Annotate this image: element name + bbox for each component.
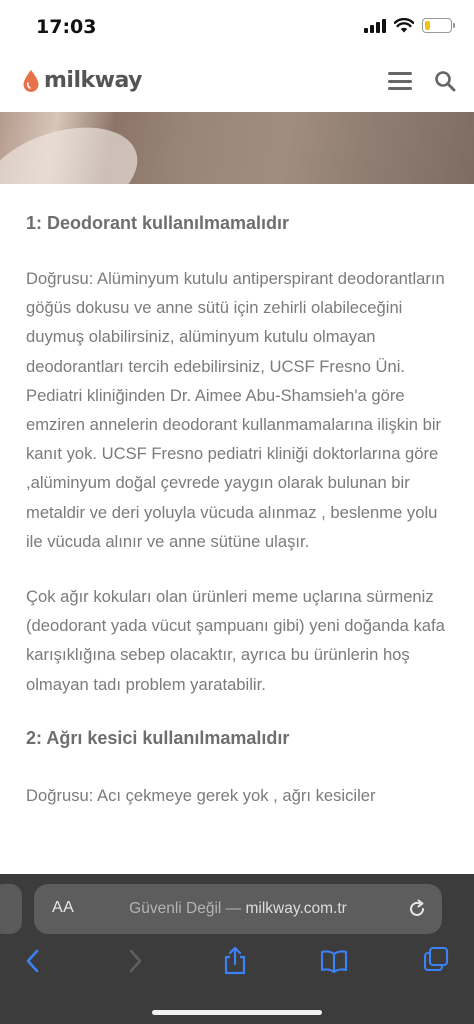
article-paragraph: Doğrusu: Acı çekmeye gerek yok , ağrı kesiciler bbox=[26, 785, 376, 805]
reload-icon[interactable] bbox=[406, 898, 428, 920]
hero-image bbox=[0, 112, 474, 184]
status-time: 17:03 bbox=[36, 16, 97, 38]
status-bar bbox=[0, 0, 474, 56]
cellular-signal-icon bbox=[364, 19, 386, 33]
domain-label: milkway.com.tr bbox=[245, 900, 347, 917]
header-actions bbox=[388, 70, 456, 92]
milk-drop-icon bbox=[22, 69, 40, 93]
browser-toolbar bbox=[0, 946, 474, 986]
url-display[interactable] bbox=[34, 900, 442, 918]
address-bar[interactable] bbox=[34, 884, 442, 934]
chevron-right-icon[interactable] bbox=[120, 946, 148, 976]
book-icon[interactable] bbox=[320, 946, 348, 976]
logo-text: milkway bbox=[44, 68, 142, 93]
chevron-left-icon[interactable] bbox=[20, 946, 48, 976]
home-indicator bbox=[152, 1010, 322, 1015]
section-heading: 2: Ağrı kesici kullanılmamalıdır bbox=[26, 727, 290, 748]
share-icon[interactable] bbox=[221, 946, 249, 976]
not-secure-label: Güvenli Değil — bbox=[129, 900, 242, 917]
browser-bottom-bar bbox=[0, 874, 474, 1024]
article-body bbox=[0, 184, 474, 874]
hamburger-menu-icon[interactable] bbox=[388, 70, 412, 92]
tabs-icon[interactable] bbox=[422, 946, 450, 976]
reader-settings-button[interactable]: AA bbox=[52, 899, 75, 916]
wifi-icon bbox=[394, 18, 414, 33]
battery-icon bbox=[422, 18, 452, 33]
article-paragraph: Doğrusu: Alüminyum kutulu antiperspirant deodorantların göğüs dokusu ve anne sütü için zehirli olabileceğini duymuş olabilirsiniz, alüminyum kutulu olmayan deodorantları tercih edebilirsiniz, UCSF Fresno Üni. Pediatri kliniğinden Dr. Aimee Abu-Shamsieh'a göre emziren annelerin deodorant kullanmamalarına ilişkin bir kanıt yok. UCSF Fresno pediatri kliniği doktorlarına göre ,alüminyum doğal çevrede yaygın olarak bulunan bir metaldir ve deri yoluyla vücuda alınmaz , beslenme yolu ile vücuda alınır ve anne sütüne ulaşır. bbox=[26, 269, 445, 551]
section-heading: 1: Deodorant kullanılmamalıdır bbox=[26, 213, 290, 233]
status-icons bbox=[364, 18, 452, 33]
previous-tab-preview[interactable] bbox=[0, 884, 22, 934]
article-paragraph: Çok ağır kokuları olan ürünleri meme uçlarına sürmeniz (deodorant yada vücut şampuanı gibi) yeni doğanda kafa karışıklığına sebep olacaktır, ayrıca bu ürünlerin hoş olmayan tadı problem yaratabilir. bbox=[26, 587, 445, 694]
search-icon[interactable] bbox=[434, 70, 456, 92]
site-header bbox=[0, 56, 474, 112]
logo[interactable] bbox=[22, 68, 142, 93]
